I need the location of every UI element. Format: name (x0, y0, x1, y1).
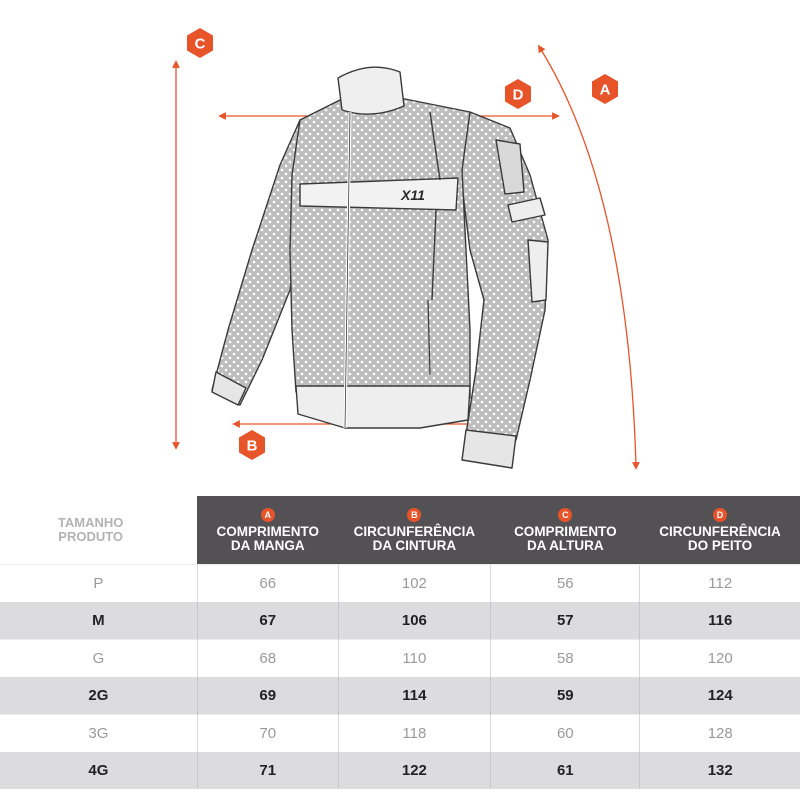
table-row (0, 677, 800, 715)
value-cell: 67 (197, 602, 338, 640)
svg-text:B: B (246, 437, 258, 455)
table-row (0, 602, 800, 640)
value-cell: 122 (338, 752, 491, 789)
size-cell: G (0, 640, 197, 678)
left-sleeve (212, 120, 300, 405)
collar (338, 67, 404, 114)
size-table (0, 496, 800, 789)
right-cuff (462, 430, 516, 468)
value-cell: 60 (491, 715, 640, 753)
right-sleeve-band (528, 240, 548, 302)
waist-band (296, 386, 470, 428)
value-cell: 61 (491, 752, 640, 789)
size-cell: M (0, 602, 197, 640)
marker-d (505, 79, 531, 109)
value-cell: 120 (640, 640, 800, 678)
marker-b (239, 430, 265, 460)
svg-text:A: A (599, 81, 611, 99)
header-marker-b: B (407, 508, 421, 522)
corner-label: TAMANHO PRODUTO (0, 496, 197, 565)
value-cell: 57 (491, 602, 640, 640)
value-cell: 110 (338, 640, 491, 678)
table-row (0, 565, 800, 603)
svg-text:D: D (512, 86, 524, 104)
header-waist-circumference: B CIRCUNFERÊNCIA DA CINTURA (338, 496, 491, 565)
value-cell: 106 (338, 602, 491, 640)
table-row (0, 715, 800, 753)
size-cell: 3G (0, 715, 197, 753)
value-cell: 71 (197, 752, 338, 789)
header-chest-circumference: D CIRCUNFERÊNCIA DO PEITO (640, 496, 800, 565)
value-cell: 116 (640, 602, 800, 640)
value-cell: 114 (338, 677, 491, 715)
brand-logo: X11 (401, 187, 425, 203)
value-cell: 59 (491, 677, 640, 715)
value-cell: 124 (640, 677, 800, 715)
value-cell: 56 (491, 565, 640, 603)
value-cell: 70 (197, 715, 338, 753)
table-row (0, 640, 800, 678)
value-cell: 66 (197, 565, 338, 603)
header-marker-c: C (558, 508, 572, 522)
marker-a (592, 74, 618, 104)
value-cell: 102 (338, 565, 491, 603)
value-cell: 128 (640, 715, 800, 753)
chest-stripe (300, 178, 458, 210)
value-cell: 69 (197, 677, 338, 715)
svg-text:C: C (194, 35, 206, 53)
header-marker-a: A (261, 508, 275, 522)
size-cell: P (0, 565, 197, 603)
size-cell: 2G (0, 677, 197, 715)
value-cell: 132 (640, 752, 800, 789)
measure-a-line (540, 48, 636, 466)
value-cell: 118 (338, 715, 491, 753)
jacket-illustration (212, 67, 548, 468)
header-marker-d: D (713, 508, 727, 522)
marker-c (187, 28, 213, 58)
jacket-torso (290, 98, 470, 405)
value-cell: 68 (197, 640, 338, 678)
value-cell: 112 (640, 565, 800, 603)
size-cell: 4G (0, 752, 197, 789)
table-header-row (0, 496, 800, 565)
header-sleeve-length: A COMPRIMENTO DA MANGA (197, 496, 338, 565)
table-row (0, 752, 800, 789)
value-cell: 58 (491, 640, 640, 678)
header-height-length: C COMPRIMENTO DA ALTURA (491, 496, 640, 565)
